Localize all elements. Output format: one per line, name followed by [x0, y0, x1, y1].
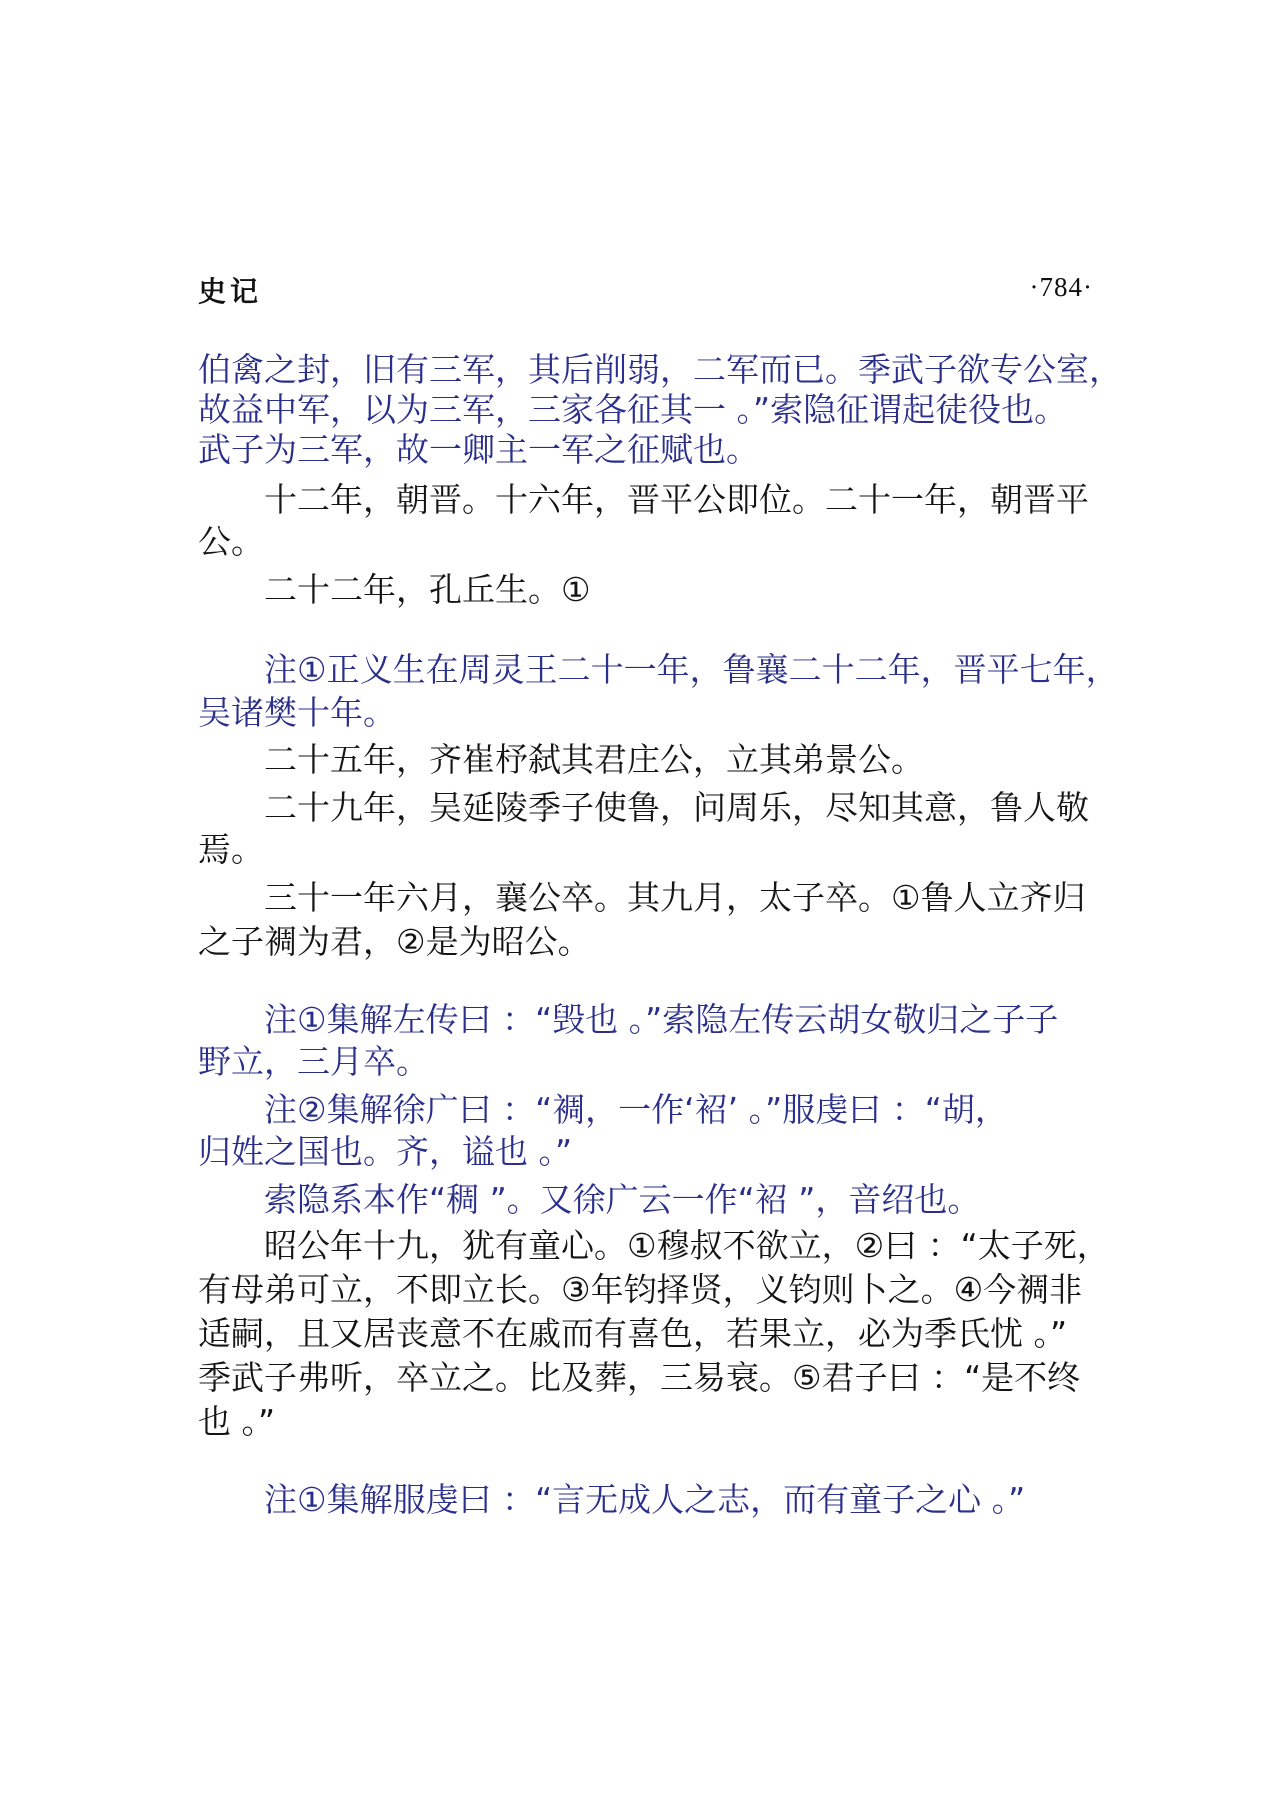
text-line: 伯禽之封，旧有三军，其后削弱，二军而已。季武子欲专公室，	[198, 350, 1122, 389]
text-line: 吴诸樊十年。	[198, 693, 396, 732]
text-line: 归姓之国也。齐，谥也 。”	[198, 1132, 573, 1171]
text-line: 三十一年六月，襄公卒。其九月，太子卒。①鲁人立齐归	[264, 878, 1086, 917]
text-line: 注①集解左传曰 ：“毁也 。”索隐左传云胡女敬归之子子	[264, 1000, 1059, 1039]
text-line: 二十五年，齐崔杼弑其君庄公，立其弟景公。	[264, 740, 924, 779]
text-line: 十二年，朝晋。十六年，晋平公即位。二十一年，朝晋平	[264, 480, 1089, 519]
page-header	[198, 270, 1093, 310]
text-line: 适嗣，且又居丧意不在戚而有喜色，若果立，必为季氏忧 。”	[198, 1314, 1068, 1353]
text-line: 二十二年，孔丘生。①	[264, 570, 591, 609]
text-line: 注①正义生在周灵王二十一年，鲁襄二十二年，晋平七年，	[264, 650, 1119, 689]
text-line: 故益中军，以为三军，三家各征其一 。”索隐征谓起徒役也。	[198, 390, 1068, 429]
text-line: 注①集解服虔曰 ：“言无成人之志，而有童子之心 。”	[264, 1480, 1026, 1519]
book-title: 史记	[198, 275, 263, 308]
text-line: 索隐系本作“稠 ”。又徐广云一作“袑 ”，音绍也。	[264, 1180, 981, 1219]
text-line: 注②集解徐广曰 ：“裯，一作‘袑’ 。”服虔曰 ：“胡，	[264, 1090, 1008, 1129]
text-line: 公。	[198, 522, 264, 561]
text-line: 焉。	[198, 830, 264, 869]
page-number: ·784·	[1029, 272, 1093, 302]
text-line: 昭公年十九，犹有童心。①穆叔不欲立，②曰 ：“太子死，	[264, 1226, 1110, 1265]
text-line: 武子为三军，故一卿主一军之征赋也。	[198, 430, 759, 469]
text-line: 之子裯为君，②是为昭公。	[198, 922, 591, 961]
text-line: 也 。”	[198, 1402, 276, 1441]
text-line: 二十九年，吴延陵季子使鲁，问周乐，尽知其意，鲁人敬	[264, 788, 1089, 827]
text-line: 季武子弗听，卒立之。比及葬，三易衰。⑤君子曰 ：“是不终	[198, 1358, 1081, 1397]
text-line: 有母弟可立，不即立长。③年钧择贤，义钧则卜之。④今裯非	[198, 1270, 1083, 1309]
text-line: 野立，三月卒。	[198, 1042, 429, 1081]
